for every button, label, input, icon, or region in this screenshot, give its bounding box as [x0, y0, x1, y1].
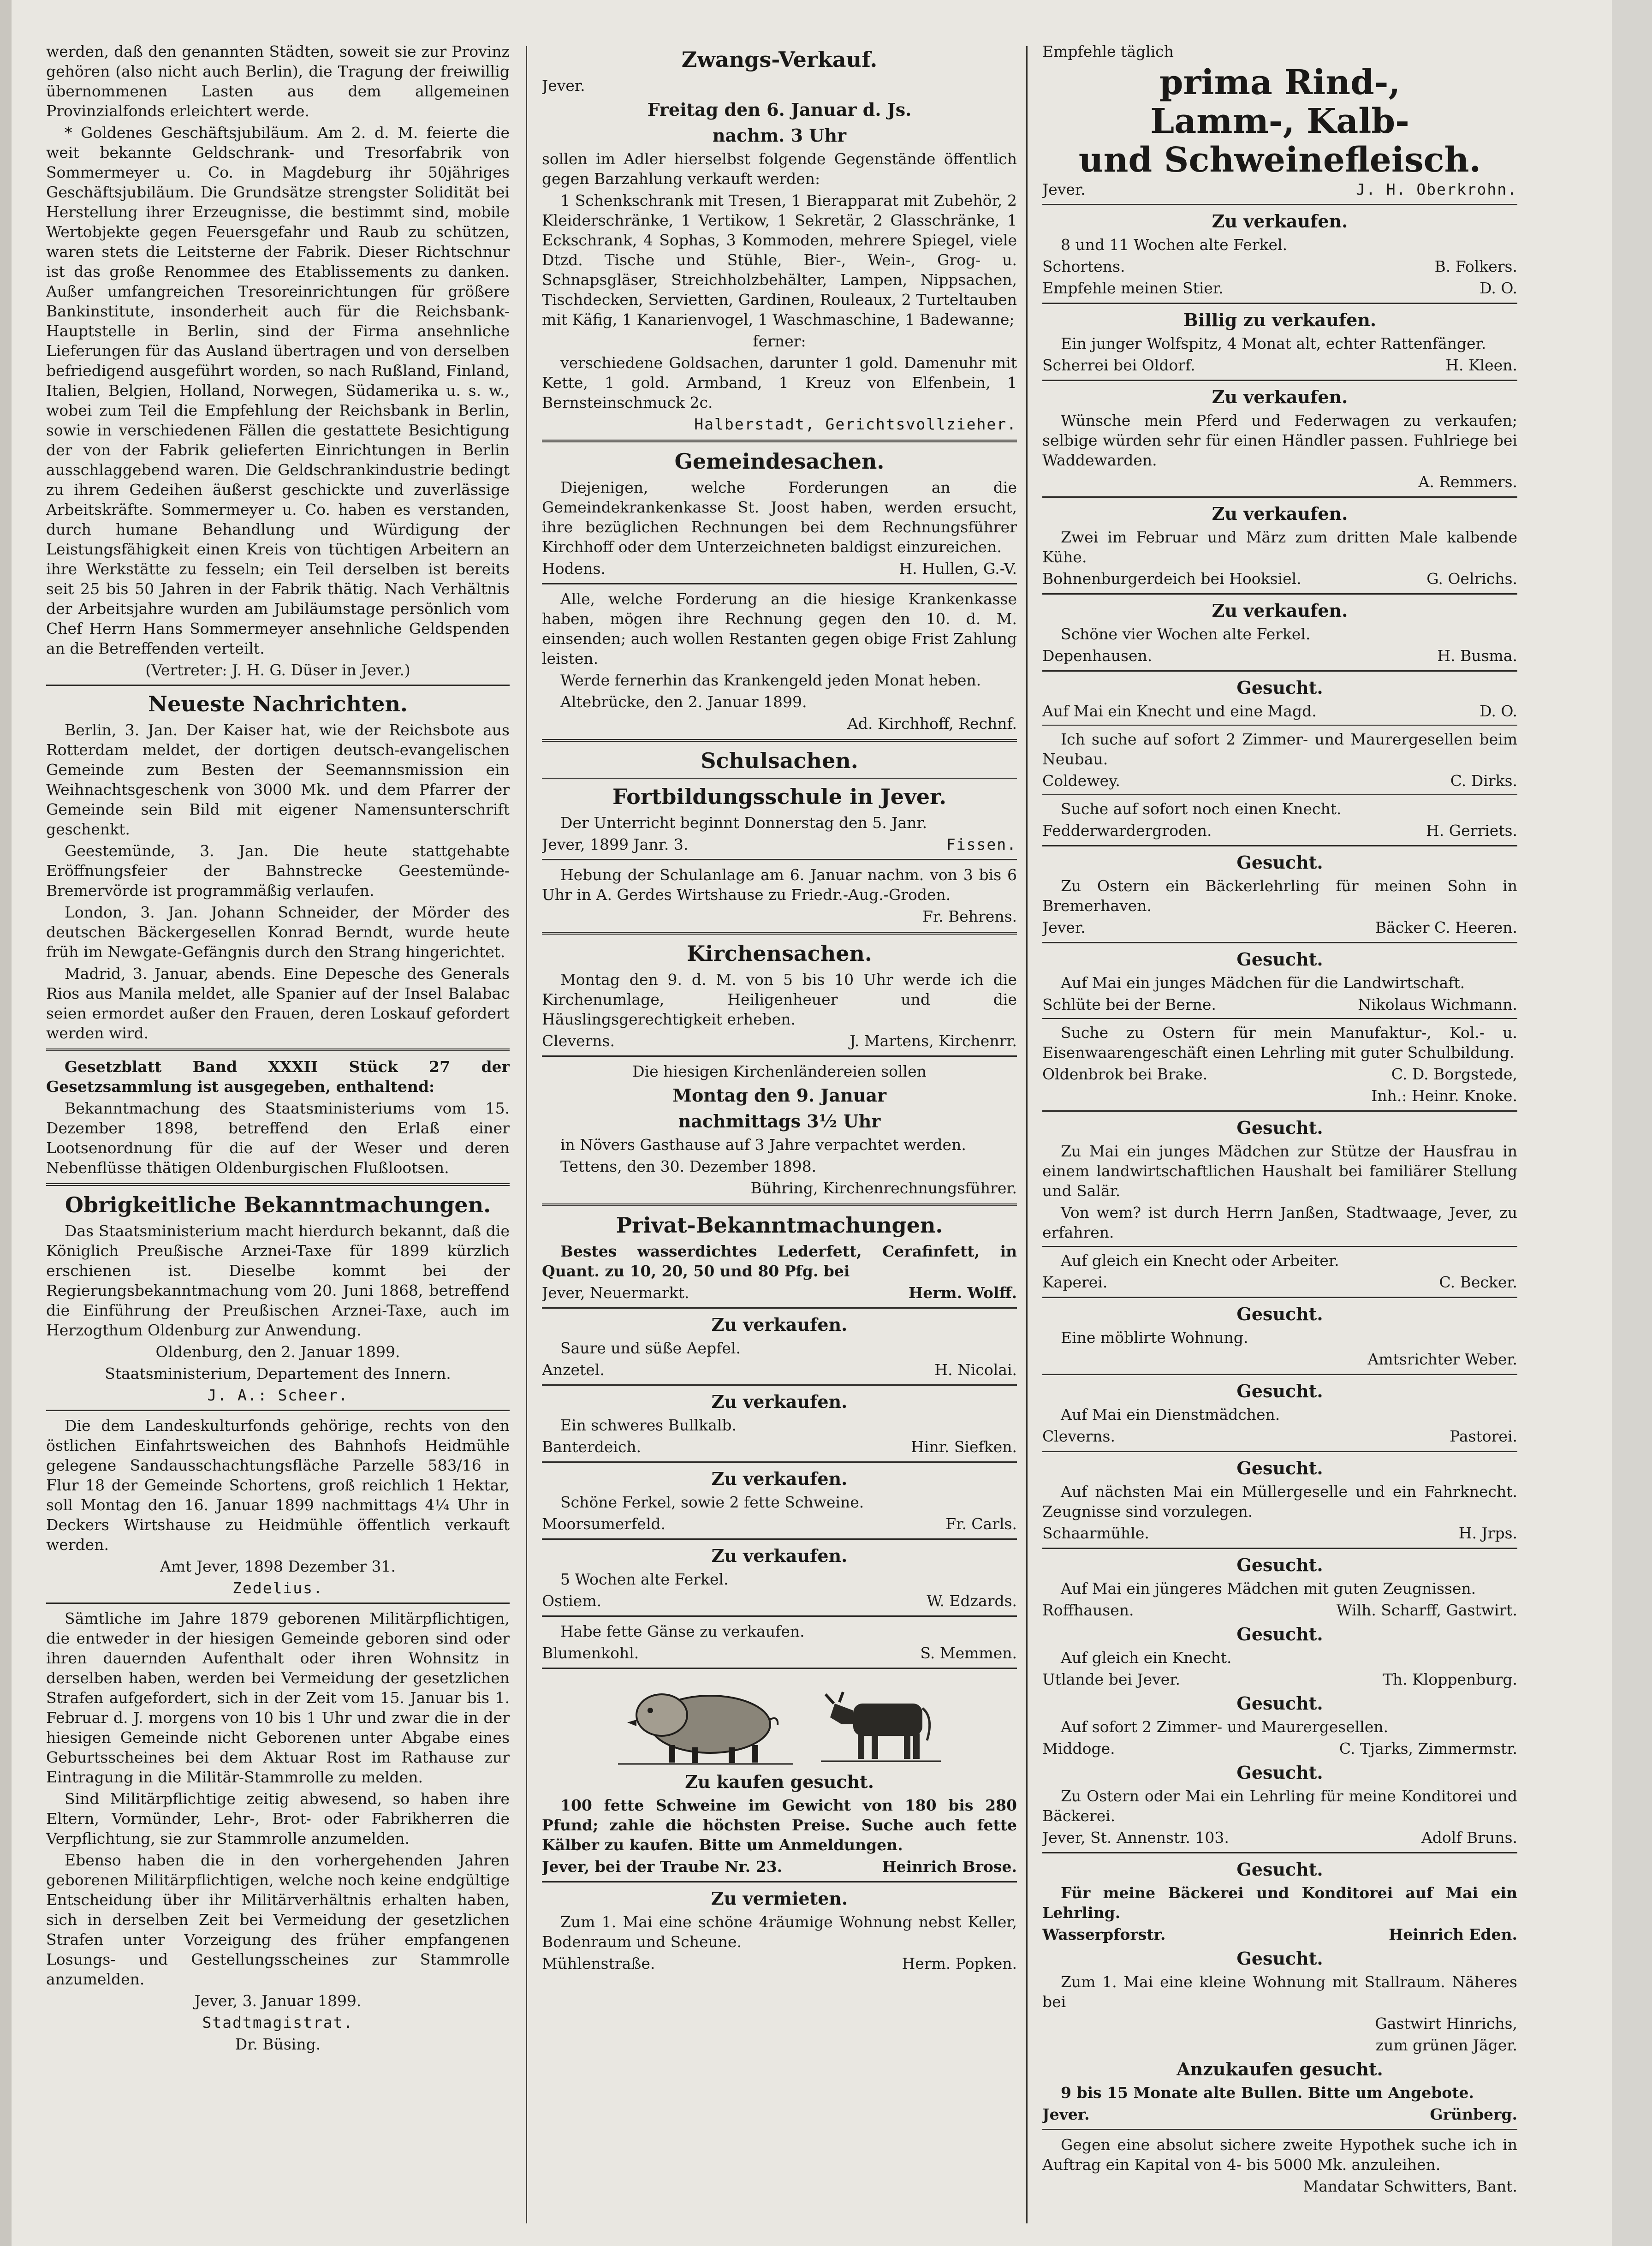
- ad-heading: Gesucht.: [1236, 1859, 1323, 1880]
- divider: [542, 859, 1017, 860]
- column-divider: [1026, 46, 1028, 2223]
- ad-heading: Anzukaufen gesucht.: [1177, 2059, 1383, 2079]
- church-notice: in Növers Gasthause auf 3 Jahre verpachtet werden.: [560, 1136, 966, 1154]
- signature-line: [1042, 569, 1517, 589]
- divider: [542, 932, 1017, 935]
- ad-text: Zu Ostern ein Bäckerlehrling für meinen Sohn in Bremerhaven.: [1042, 877, 1517, 915]
- ad-place: Utlande bei Jever.: [1042, 1670, 1180, 1688]
- notice-signature: Ad. Kirchhoff, Rechnf.: [847, 715, 1017, 733]
- ad-place: Schlüte bei der Berne.: [1042, 995, 1216, 1013]
- signature-line: [542, 559, 1017, 578]
- divider: [1042, 942, 1517, 943]
- column-2: [542, 42, 1017, 2233]
- divider: [542, 1055, 1017, 1057]
- column-3: [1042, 42, 1517, 2233]
- ad-text: Wünsche mein Pferd und Federwagen zu verkaufen; selbige würden sehr für einen Händler passen. Fuhlriege bei Waddewarden.: [1042, 411, 1517, 469]
- divider: [1042, 1110, 1517, 1112]
- butcher-ad-headline: prima Rind-,: [1159, 63, 1401, 102]
- ad-signature: C. D. Borgstede,: [1391, 1065, 1517, 1083]
- auction-date: Freitag den 6. Januar d. Js.: [647, 99, 912, 120]
- signature-line: [1042, 995, 1517, 1014]
- signature-line: [542, 1283, 1017, 1303]
- notice-signature: Bühring, Kirchenrechnungsführer.: [750, 1179, 1017, 1197]
- notice-date: Oldenburg, den 2. Januar 1899.: [155, 1343, 400, 1361]
- ad-signature: Grünberg.: [1430, 2105, 1517, 2123]
- ad-signature: Mandatar Schwitters, Bant.: [1303, 2177, 1517, 2195]
- ad-signature: Inh.: Heinr. Knoke.: [1371, 1087, 1517, 1105]
- ad-heading: Zu verkaufen.: [1212, 503, 1348, 524]
- signature-line: [1042, 179, 1517, 199]
- ad-text: Für meine Bäckerei und Konditorei auf Mai ein Lehrling.: [1042, 1884, 1517, 1922]
- ad-signature: H. Kleen.: [1445, 356, 1517, 374]
- notice-date: Jever, 3. Januar 1899.: [194, 1992, 362, 2010]
- notice-date: Amt Jever, 1898 Dezember 31.: [160, 1557, 396, 1575]
- divider: [1042, 204, 1517, 205]
- church-notice: Die hiesigen Kirchenländereien sollen: [632, 1062, 927, 1080]
- gazette-notice: Gesetzblatt Band XXXII Stück 27 der Gesetzsammlung ist ausgegeben, enthaltend:: [46, 1058, 510, 1096]
- ad-text: Auf Mai ein junges Mädchen für die Landwirtschaft.: [1061, 974, 1465, 992]
- ad-signature: W. Edzards.: [927, 1592, 1017, 1610]
- ad-heading: Gesucht.: [1236, 949, 1323, 970]
- article-jubilee: * Goldenes Geschäftsjubiläum. Am 2. d. M. feierte die weit bekannte Geldschrank- und Tresorfabrik von Sommermeyer u. Co. in Magdeburg ihr 50jähriges Geschäftsjubiläum. Die Grundsätze strengster Solidität bei Herstellung ihrer Erzeugnisse, die bestimmt sind, mobile Wertobjekte gegen Feuersgefahr und Raub zu schützen, waren stets die Leitsterne der Fabrik. Dieser Richtschnur ist das große Renommee des Etablissements zu danken. Außer umfangreichen Tresoreinrichtungen für größere Bankinstitute, insonderheit auch für die Reichsbank-Hauptstelle in Berlin, sind der Firma ansehnliche Lieferungen für das Ausland übertragen und von derselben befriedigend ausgeführt worden, so nach Rußland, Finland, Italien, Belgien, Holland, Norwegen, Südamerika u. s. w., wobei zum Teil die Empfehlung der Reichsbank in Berlin, sowie in verschiedenen Fällen die gestattete Besichtigung der von der Fabrik gelieferten Einrichtungen in Berlin ausschlaggebend waren. Die Geldschrankindustrie bedingt zu ihrem Gedeihen äußerst geschickte und zuverlässige Arbeitskräfte. Sommermeyer u. Co. haben es verstanden, durch humane Behandlung und Würdigung der Leistungsfähigkeit einen Kreis von tüchtigen Arbeitern an ihre Werkstätte zu fesseln; ein Teil derselben ist bereits seit 25 bis 50 Jahren in der Fabrik thätig. Nach Verhältnis der Arbeitsjahre wurden am Jubiläumstage persönlich vom Chef Herrn Hans Sommermeyer ansehnliche Geldspenden an die Betreffenden verteilt.: [46, 124, 510, 657]
- ad-signature: H. Gerriets.: [1426, 822, 1517, 840]
- ad-text: Suche zu Ostern für mein Manufaktur-, Kol.- u. Eisenwaarengeschäft einen Lehrling mit guter Schulbildung.: [1042, 1024, 1517, 1061]
- notice-signature: J. A.: Scheer.: [207, 1386, 349, 1404]
- ad-heading: Zu kaufen gesucht.: [685, 1771, 874, 1792]
- ad-heading: Gesucht.: [1236, 1693, 1323, 1714]
- ad-signature: C. Dirks.: [1450, 772, 1517, 790]
- divider: [542, 1538, 1017, 1540]
- divider: [1042, 845, 1517, 846]
- notice-place: Cleverns.: [542, 1032, 615, 1050]
- signature-line: [1042, 821, 1517, 840]
- divider: [542, 440, 1017, 442]
- official-notice: Die dem Landeskulturfonds gehörige, rechts von den östlichen Einfahrtsweichen des Bahnhofs Heidmühle gelegene Sandausschachtungsfläche Parzelle 583/16 in Flur 18 der Gemeinde Schortens, groß reichlich 1 Hektar, soll Montag den 16. Januar 1899 nachmittags 4¼ Uhr in Deckers Wirtshause zu Heidmühle öffentlich verkauft werden.: [46, 1417, 510, 1554]
- divider: [46, 1183, 510, 1186]
- ad-heading: Zu verkaufen.: [711, 1468, 848, 1489]
- ad-text: Ein schweres Bullkalb.: [560, 1416, 737, 1434]
- ad-text: Zum 1. Mai eine kleine Wohnung mit Stallraum. Näheres bei: [1042, 1973, 1517, 2011]
- signature-line: [1042, 2104, 1517, 2124]
- municipal-notice: Diejenigen, welche Forderungen an die Gemeindekrankenkasse St. Joost haben, werden ersucht, ihre bezüglichen Rechnungen bei dem Rechnungsführer Kirchhoff oder dem Unterzeichneten baldigst einzureichen.: [542, 478, 1017, 556]
- divider: [1042, 593, 1517, 595]
- notice-authority: Staatsministerium, Departement des Innern.: [105, 1364, 451, 1382]
- news-item: Berlin, 3. Jan. Der Kaiser hat, wie der Reichsbote aus Rotterdam meldet, der dortigen deutsch-evangelischen Gemeinde zum Besten der Seemannsmission ein Weihnachtsgeschenk von 3000 Mk. und dem Pfarrer der Gemeinde sein Bild mit eigener Namensunterschrift geschenkt.: [46, 721, 510, 838]
- ad-text: Zum 1. Mai eine schöne 4räumige Wohnung nebst Keller, Bodenraum und Scheune.: [542, 1913, 1017, 1951]
- signature-line: [1042, 1600, 1517, 1620]
- ad-signature: H. Nicolai.: [934, 1361, 1017, 1379]
- section-heading-auction: Zwangs-Verkauf.: [681, 47, 878, 72]
- notice-signature: Zedelius.: [232, 1579, 323, 1597]
- signature-line: [1042, 1272, 1517, 1292]
- school-notice: Der Unterricht beginnt Donnerstag den 5. Janr.: [560, 814, 927, 832]
- ad-signature: B. Folkers.: [1434, 257, 1517, 275]
- divider: [1042, 1018, 1517, 1019]
- ox-icon: [821, 1678, 941, 1766]
- ad-text: Schöne vier Wochen alte Ferkel.: [1061, 625, 1311, 643]
- ad-place: Anzetel.: [542, 1361, 605, 1379]
- ad-signature: H. Busma.: [1437, 647, 1517, 665]
- ad-place: Jever.: [1042, 2105, 1090, 2123]
- ad-text: Zu Mai ein junges Mädchen zur Stütze der Hausfrau in einem landwirtschaftlichen Haushalt bei familiärer Stellung und Salär.: [1042, 1142, 1517, 1200]
- ad-signature: C. Tjarks, Zimmermstr.: [1339, 1740, 1517, 1757]
- butcher-ad-headline: und Schweinefleisch.: [1078, 140, 1481, 180]
- divider: [1042, 380, 1517, 381]
- butcher-ad-intro: Empfehle täglich: [1042, 42, 1174, 60]
- signature-line: [1042, 771, 1517, 791]
- ad-signature: D. O.: [1480, 702, 1517, 720]
- news-item: London, 3. Jan. Johann Schneider, der Mörder des deutschen Bäckergesellen Konrad Berndt, wurde heute früh im Newgate-Gefängnis durch den Strang hingerichtet.: [46, 903, 510, 961]
- ad-heading: Gesucht.: [1236, 677, 1323, 698]
- divider: [46, 1049, 510, 1051]
- notice-signature: H. Hullen, G.-V.: [899, 560, 1017, 578]
- notice-date: Altebrücke, den 2. Januar 1899.: [560, 693, 807, 711]
- ad-signature: Gastwirt Hinrichs,: [1375, 2014, 1517, 2032]
- livestock-illustration: [542, 1678, 1017, 1766]
- ad-text: Gegen eine absolut sichere zweite Hypothek suche ich in Auftrag ein Kapital von 4- bis 5000 Mk. anzuleihen.: [1042, 2136, 1517, 2174]
- signature-line: [1042, 701, 1517, 721]
- official-notice: Das Staatsministerium macht hierdurch bekannt, daß die Königlich Preußische Arznei-Taxe für 1899 kürzlich erschienen ist. Dieselbe kommt bei der Regierungsbekanntmachung vom 20. Juni 1868, betreffend die Einführung der Preußischen Arznei-Taxe, auch im Herzogthum Oldenburg zur Anwendung.: [46, 1222, 510, 1339]
- divider: [542, 778, 1017, 779]
- ad-text: Saure und süße Aepfel.: [560, 1339, 741, 1357]
- municipal-notice: Alle, welche Forderung an die hiesige Krankenkasse haben, mögen ihre Rechnung gegen den 10. d. M. einsenden; auch wollen Restanten gegen obige Frist Zahlung leisten.: [542, 590, 1017, 667]
- notice-place: Hodens.: [542, 560, 606, 578]
- ad-text: Von wem? ist durch Herrn Janßen, Stadtwaage, Jever, zu erfahren.: [1042, 1203, 1517, 1241]
- ad-heading: Gesucht.: [1236, 1304, 1323, 1324]
- signature-line: [542, 1857, 1017, 1877]
- ad-place: Ostiem.: [542, 1592, 602, 1610]
- ad-place: Jever.: [1042, 918, 1086, 936]
- signature-line: [542, 1360, 1017, 1380]
- ad-signature: Nikolaus Wichmann.: [1358, 995, 1517, 1013]
- ad-signature: A. Remmers.: [1418, 473, 1517, 491]
- ad-heading: Zu verkaufen.: [1212, 600, 1348, 621]
- divider: [542, 1881, 1017, 1883]
- signature-line: [542, 1591, 1017, 1611]
- ad-place: Mühlenstraße.: [542, 1954, 655, 1972]
- ad-text: Bestes wasserdichtes Lederfett, Cerafinfett, in Quant. zu 10, 20, 50 und 80 Pfg. bei: [542, 1242, 1017, 1280]
- divider: [542, 1615, 1017, 1617]
- ad-text: Habe fette Gänse zu verkaufen.: [560, 1622, 805, 1640]
- ad-place: Fedderwardergroden.: [1042, 822, 1212, 840]
- section-heading-private: Privat-Bekanntmachungen.: [616, 1213, 943, 1238]
- notice-signature: Fissen.: [946, 835, 1017, 853]
- signature-line: [1042, 917, 1517, 937]
- ad-place: Jever, bei der Traube Nr. 23.: [542, 1858, 783, 1876]
- divider: [542, 1307, 1017, 1309]
- ad-place: Jever.: [1042, 180, 1086, 198]
- divider: [542, 1384, 1017, 1386]
- ad-heading: Zu verkaufen.: [711, 1391, 848, 1412]
- signature-line: [1042, 1669, 1517, 1689]
- notice-date: Tettens, den 30. Dezember 1898.: [560, 1157, 817, 1175]
- ad-text: 9 bis 15 Monate alte Bullen. Bitte um Angebote.: [1061, 2084, 1474, 2102]
- signature-line: [1042, 1828, 1517, 1847]
- article-text: werden, daß den genannten Städten, soweit sie zur Provinz gehören (also nicht auch Berlin), die Tragung der freiwillig übernommenen Lasten aus dem allgemeinen Provinzialfonds erleichtert werde.: [46, 42, 510, 120]
- signature-line: [542, 1643, 1017, 1663]
- ad-heading: Gesucht.: [1236, 1381, 1323, 1401]
- notice-signature: Fr. Behrens.: [922, 907, 1017, 925]
- ad-heading: Zu verkaufen.: [1212, 211, 1348, 232]
- ad-place: Bohnenburgerdeich bei Hooksiel.: [1042, 570, 1301, 588]
- divider: [46, 685, 510, 686]
- ad-signature: Amtsrichter Weber.: [1367, 1350, 1517, 1368]
- ad-heading: Gesucht.: [1236, 1624, 1323, 1644]
- signature-line: [1042, 256, 1517, 276]
- butcher-ad-headline: Lamm-, Kalb-: [1150, 101, 1409, 141]
- ad-heading: Gesucht.: [1236, 1948, 1323, 1969]
- signature-line: [542, 1031, 1017, 1051]
- ad-text: Ein junger Wolfspitz, 4 Monat alt, echter Rattenfänger.: [1061, 334, 1486, 352]
- section-heading-school: Schulsachen.: [701, 748, 858, 773]
- ad-signature: D. O.: [1480, 279, 1517, 297]
- ad-heading: Gesucht.: [1236, 1117, 1323, 1138]
- ad-text: Auf gleich ein Knecht oder Arbeiter.: [1061, 1251, 1339, 1269]
- ad-signature: Heinrich Eden.: [1389, 1925, 1517, 1943]
- column-1: [46, 42, 510, 2233]
- ad-place: Banterdeich.: [542, 1438, 642, 1456]
- ad-heading: Zu vermieten.: [711, 1888, 848, 1909]
- ad-signature: Bäcker C. Heeren.: [1375, 918, 1517, 936]
- divider: [542, 583, 1017, 584]
- ad-place: Middoge.: [1042, 1740, 1115, 1757]
- signature-line: [542, 1954, 1017, 1973]
- ad-place: Jever, St. Annenstr. 103.: [1042, 1829, 1229, 1847]
- auction-ferner: ferner:: [753, 332, 806, 350]
- official-notice: Ebenso haben die in den vorhergehenden Jahren geborenen Militärpflichtigen, welche noch keine endgültige Entscheidung über ihr Militärverhältnis erhalten haben, sich in derselben Zeit bei Vermeidung der gesetzlichen Strafen unter Vorzeigung des früher empfangenen Losungs- und Gestellungsscheines zur Stammrolle anzumelden.: [46, 1851, 510, 1988]
- ad-signature: Herm. Wolff.: [909, 1284, 1017, 1302]
- ad-text: Zwei im Februar und März zum dritten Male kalbende Kühe.: [1042, 528, 1517, 566]
- ad-text: Auf gleich ein Knecht.: [1061, 1649, 1232, 1667]
- ad-place: Jever, Neuermarkt.: [542, 1284, 689, 1302]
- gazette-notice-body: Bekanntmachung des Staatsministeriums vom 15. Dezember 1898, betreffend den Erlaß einer Lootsenordnung für die auf der Weser und deren Nebenflüsse thätigen Oldenburgischen Flußlootsen.: [46, 1099, 510, 1177]
- ad-heading: Gesucht.: [1236, 1762, 1323, 1783]
- ad-text: Eine möblirte Wohnung.: [1061, 1329, 1248, 1346]
- pigs-icon: [618, 1678, 793, 1766]
- ad-text: 5 Wochen alte Ferkel.: [560, 1570, 729, 1588]
- ad-place: Moorsumerfeld.: [542, 1515, 666, 1533]
- ad-text: Auf sofort 2 Zimmer- und Maurergesellen.: [1061, 1718, 1389, 1736]
- ad-signature: Hinr. Siefken.: [911, 1438, 1017, 1456]
- official-notice: Sind Militärpflichtige zeitig abwesend, so haben ihre Eltern, Vormünder, Lehr-, Brot- oder Fabrikherren die Verpflichtung, sie zur Stammrolle anzumelden.: [46, 1790, 510, 1847]
- ad-signature: Fr. Carls.: [945, 1515, 1017, 1533]
- auction-items: verschiedene Goldsachen, darunter 1 gold. Damenuhr mit Kette, 1 gold. Armband, 1 Kreuz von Elfenbein, 1 Bernsteinschmuck 2c.: [542, 354, 1017, 411]
- signature-line: [542, 1437, 1017, 1457]
- ad-signature: Wilh. Scharff, Gastwirt.: [1336, 1601, 1517, 1619]
- ad-text: Ich suche auf sofort 2 Zimmer- und Maurergesellen beim Neubau.: [1042, 730, 1517, 768]
- school-notice: Hebung der Schulanlage am 6. Januar nachm. von 3 bis 6 Uhr in A. Gerdes Wirtshause zu Friedr.-Aug.-Groden.: [542, 866, 1017, 904]
- signature-line: [1042, 1739, 1517, 1758]
- notice-date: Jever, 1899 Janr. 3.: [542, 835, 689, 853]
- ad-signature: C. Becker.: [1439, 1273, 1517, 1291]
- divider: [542, 739, 1017, 742]
- ad-signature: zum grünen Jäger.: [1375, 2036, 1517, 2054]
- ad-text: Zu Ostern oder Mai ein Lehrling für meine Konditorei und Bäckerei.: [1042, 1787, 1517, 1825]
- ad-signature: Pastorei.: [1450, 1427, 1517, 1445]
- ad-place: Oldenbrok bei Brake.: [1042, 1065, 1208, 1083]
- auction-place: Jever.: [542, 77, 585, 95]
- ad-heading: Gesucht.: [1236, 1458, 1323, 1478]
- news-item: Madrid, 3. Januar, abends. Eine Depesche des Generals Rios aus Manila meldet, alle Spanier auf der Insel Balabac seien ermordet außer den Frauen, deren Loskauf gefordert werden wird.: [46, 965, 510, 1042]
- ad-heading: Zu verkaufen.: [1212, 387, 1348, 407]
- ad-text: Auf nächsten Mai ein Müllergeselle und ein Fahrknecht. Zeugnisse sind vorzulegen.: [1042, 1483, 1517, 1520]
- ad-place: Roffhausen.: [1042, 1601, 1134, 1619]
- divider: [46, 1410, 510, 1411]
- ad-text: Suche auf sofort noch einen Knecht.: [1061, 800, 1342, 818]
- divider: [1042, 794, 1517, 795]
- school-heading: Fortbildungsschule in Jever.: [612, 784, 947, 809]
- auction-time: nachm. 3 Uhr: [712, 125, 847, 146]
- ad-place: Schortens.: [1042, 257, 1125, 275]
- ad-signature: Th. Kloppenburg.: [1382, 1670, 1517, 1688]
- section-heading-church: Kirchensachen.: [687, 941, 872, 966]
- ad-text: 8 und 11 Wochen alte Ferkel.: [1061, 236, 1288, 254]
- signature-line: [1042, 1523, 1517, 1543]
- notice-signature: J. Martens, Kirchenrr.: [850, 1032, 1017, 1050]
- notice-authority: Stadtmagistrat.: [202, 2014, 354, 2032]
- divider: [1042, 1297, 1517, 1298]
- divider: [542, 1461, 1017, 1463]
- signature-line: [1042, 646, 1517, 666]
- previous-page-edge: [0, 0, 12, 2246]
- ad-text: Auf Mai ein Dienstmädchen.: [1061, 1406, 1280, 1424]
- ad-signature: G. Oelrichs.: [1426, 570, 1517, 588]
- ad-place: Cleverns.: [1042, 1427, 1115, 1445]
- signature-line: [542, 834, 1017, 854]
- ad-signature: Adolf Bruns.: [1421, 1829, 1517, 1847]
- divider: [46, 1603, 510, 1604]
- ad-place: Coldewey.: [1042, 772, 1120, 790]
- divider: [542, 1203, 1017, 1206]
- divider: [1042, 1548, 1517, 1549]
- ad-text: Empfehle meinen Stier.: [1042, 279, 1224, 297]
- ad-text: Schöne Ferkel, sowie 2 fette Schweine.: [560, 1493, 864, 1511]
- ad-signature: S. Memmen.: [920, 1644, 1017, 1662]
- ad-text: Auf Mai ein jüngeres Mädchen mit guten Zeugnissen.: [1061, 1579, 1476, 1597]
- church-notice-date: Montag den 9. Januar: [672, 1085, 886, 1106]
- ad-place: Wasserpforstr.: [1042, 1925, 1166, 1943]
- section-heading-news: Neueste Nachrichten.: [148, 691, 408, 716]
- church-notice: Montag den 9. d. M. von 5 bis 10 Uhr werde ich die Kirchenumlage, Heiligenheuer und die Häuslingsgerechtigkeit erheben.: [542, 971, 1017, 1028]
- ad-place: Depenhausen.: [1042, 647, 1153, 665]
- column-divider: [526, 46, 527, 2223]
- ad-signature: Herm. Popken.: [902, 1954, 1017, 1972]
- ad-signature: J. H. Oberkrohn.: [1356, 180, 1517, 198]
- municipal-notice: Werde fernerhin das Krankengeld jeden Monat heben.: [560, 671, 981, 689]
- signature-line: [1042, 1064, 1517, 1084]
- notice-signature: Dr. Büsing.: [235, 2035, 321, 2053]
- divider: [1042, 2129, 1517, 2130]
- divider: [1042, 1451, 1517, 1452]
- news-item: Geestemünde, 3. Jan. Die heute stattgehabte Eröffnungsfeier der Bahnstrecke Geestemünde-Bremervörde ist programmäßig verlaufen.: [46, 842, 510, 900]
- section-heading-official: Obrigkeitliche Bekanntmachungen.: [65, 1192, 491, 1217]
- ad-heading: Gesucht.: [1236, 1555, 1323, 1575]
- divider: [1042, 303, 1517, 304]
- signature-line: [1042, 355, 1517, 375]
- ad-text: 100 fette Schweine im Gewicht von 180 bis 280 Pfund; zahle die höchsten Preise. Suche auch fette Kälber zu kaufen. Bitte um Anmeldungen.: [542, 1796, 1017, 1854]
- signature-line: [1042, 1924, 1517, 1944]
- ad-heading: Zu verkaufen.: [711, 1314, 848, 1335]
- ad-signature: Heinrich Brose.: [882, 1858, 1017, 1876]
- ad-heading: Gesucht.: [1236, 852, 1323, 873]
- ad-heading: Billig zu verkaufen.: [1183, 310, 1377, 330]
- auction-intro: sollen im Adler hierselbst folgende Gegenstände öffentlich gegen Barzahlung verkauft werden:: [542, 150, 1017, 188]
- ad-text: Auf Mai ein Knecht und eine Magd.: [1042, 702, 1317, 720]
- divider: [1042, 496, 1517, 498]
- signature-line: [542, 1514, 1017, 1534]
- signature-line: [1042, 1426, 1517, 1446]
- church-notice-time: nachmittags 3½ Uhr: [678, 1111, 881, 1132]
- ad-place: Scherrei bei Oldorf.: [1042, 356, 1195, 374]
- section-heading-municipal: Gemeindesachen.: [674, 449, 885, 474]
- divider: [1042, 1374, 1517, 1375]
- auction-items: 1 Schenkschrank mit Tresen, 1 Bierapparat mit Zubehör, 2 Kleiderschränke, 1 Vertikow, 1 Sekretär, 2 Glasschränke, 1 Eckschrank, 4 Sophas, 3 Kommoden, mehrere Spiegel, viele Dtzd. Tische und Stühle, Bier-, Wein-, Grog- u. Schnapsgläser, Streichholzbehälter, Lampen, Nippsachen, Tischdecken, Servietten, Gardinen, Rouleaux, 2 Turteltauben mit Käfig, 1 Kanarienvogel, 1 Waschmaschine, 1 Badewanne;: [542, 191, 1017, 328]
- ad-signature: H. Jrps.: [1458, 1524, 1517, 1542]
- ad-place: Kaperei.: [1042, 1273, 1108, 1291]
- divider: [1042, 725, 1517, 726]
- ad-place: Schaarmühle.: [1042, 1524, 1149, 1542]
- ad-heading: Zu verkaufen.: [711, 1545, 848, 1566]
- ad-place: Blumenkohl.: [542, 1644, 639, 1662]
- divider: [1042, 1246, 1517, 1247]
- auction-signature: Halberstadt, Gerichtsvollzieher.: [694, 415, 1017, 433]
- divider: [1042, 670, 1517, 672]
- article-signature: (Vertreter: J. H. G. Düser in Jever.): [145, 661, 410, 679]
- divider: [542, 1668, 1017, 1669]
- signature-line: [1042, 278, 1517, 298]
- divider: [1042, 1852, 1517, 1853]
- official-notice: Sämtliche im Jahre 1879 geborenen Militärpflichtigen, die entweder in der hiesigen Gemeinde geboren sind oder ihren dauernden Aufenthalt oder ihren Wohnsitz in derselben haben, werden bei Vermeidung der gesetzlichen Strafen aufgefordert, sich in der Zeit vom 15. Januar bis 1. Februar d. J. morgens von 10 bis 1 Uhr und zwar die in der hiesigen Gemeinde nicht Geborenen unter Abgabe eines Geburtsscheines bei dem Aktuar Rost im Rathause zur Eintragung in die Militär-Stammrolle zu melden.: [46, 1609, 510, 1786]
